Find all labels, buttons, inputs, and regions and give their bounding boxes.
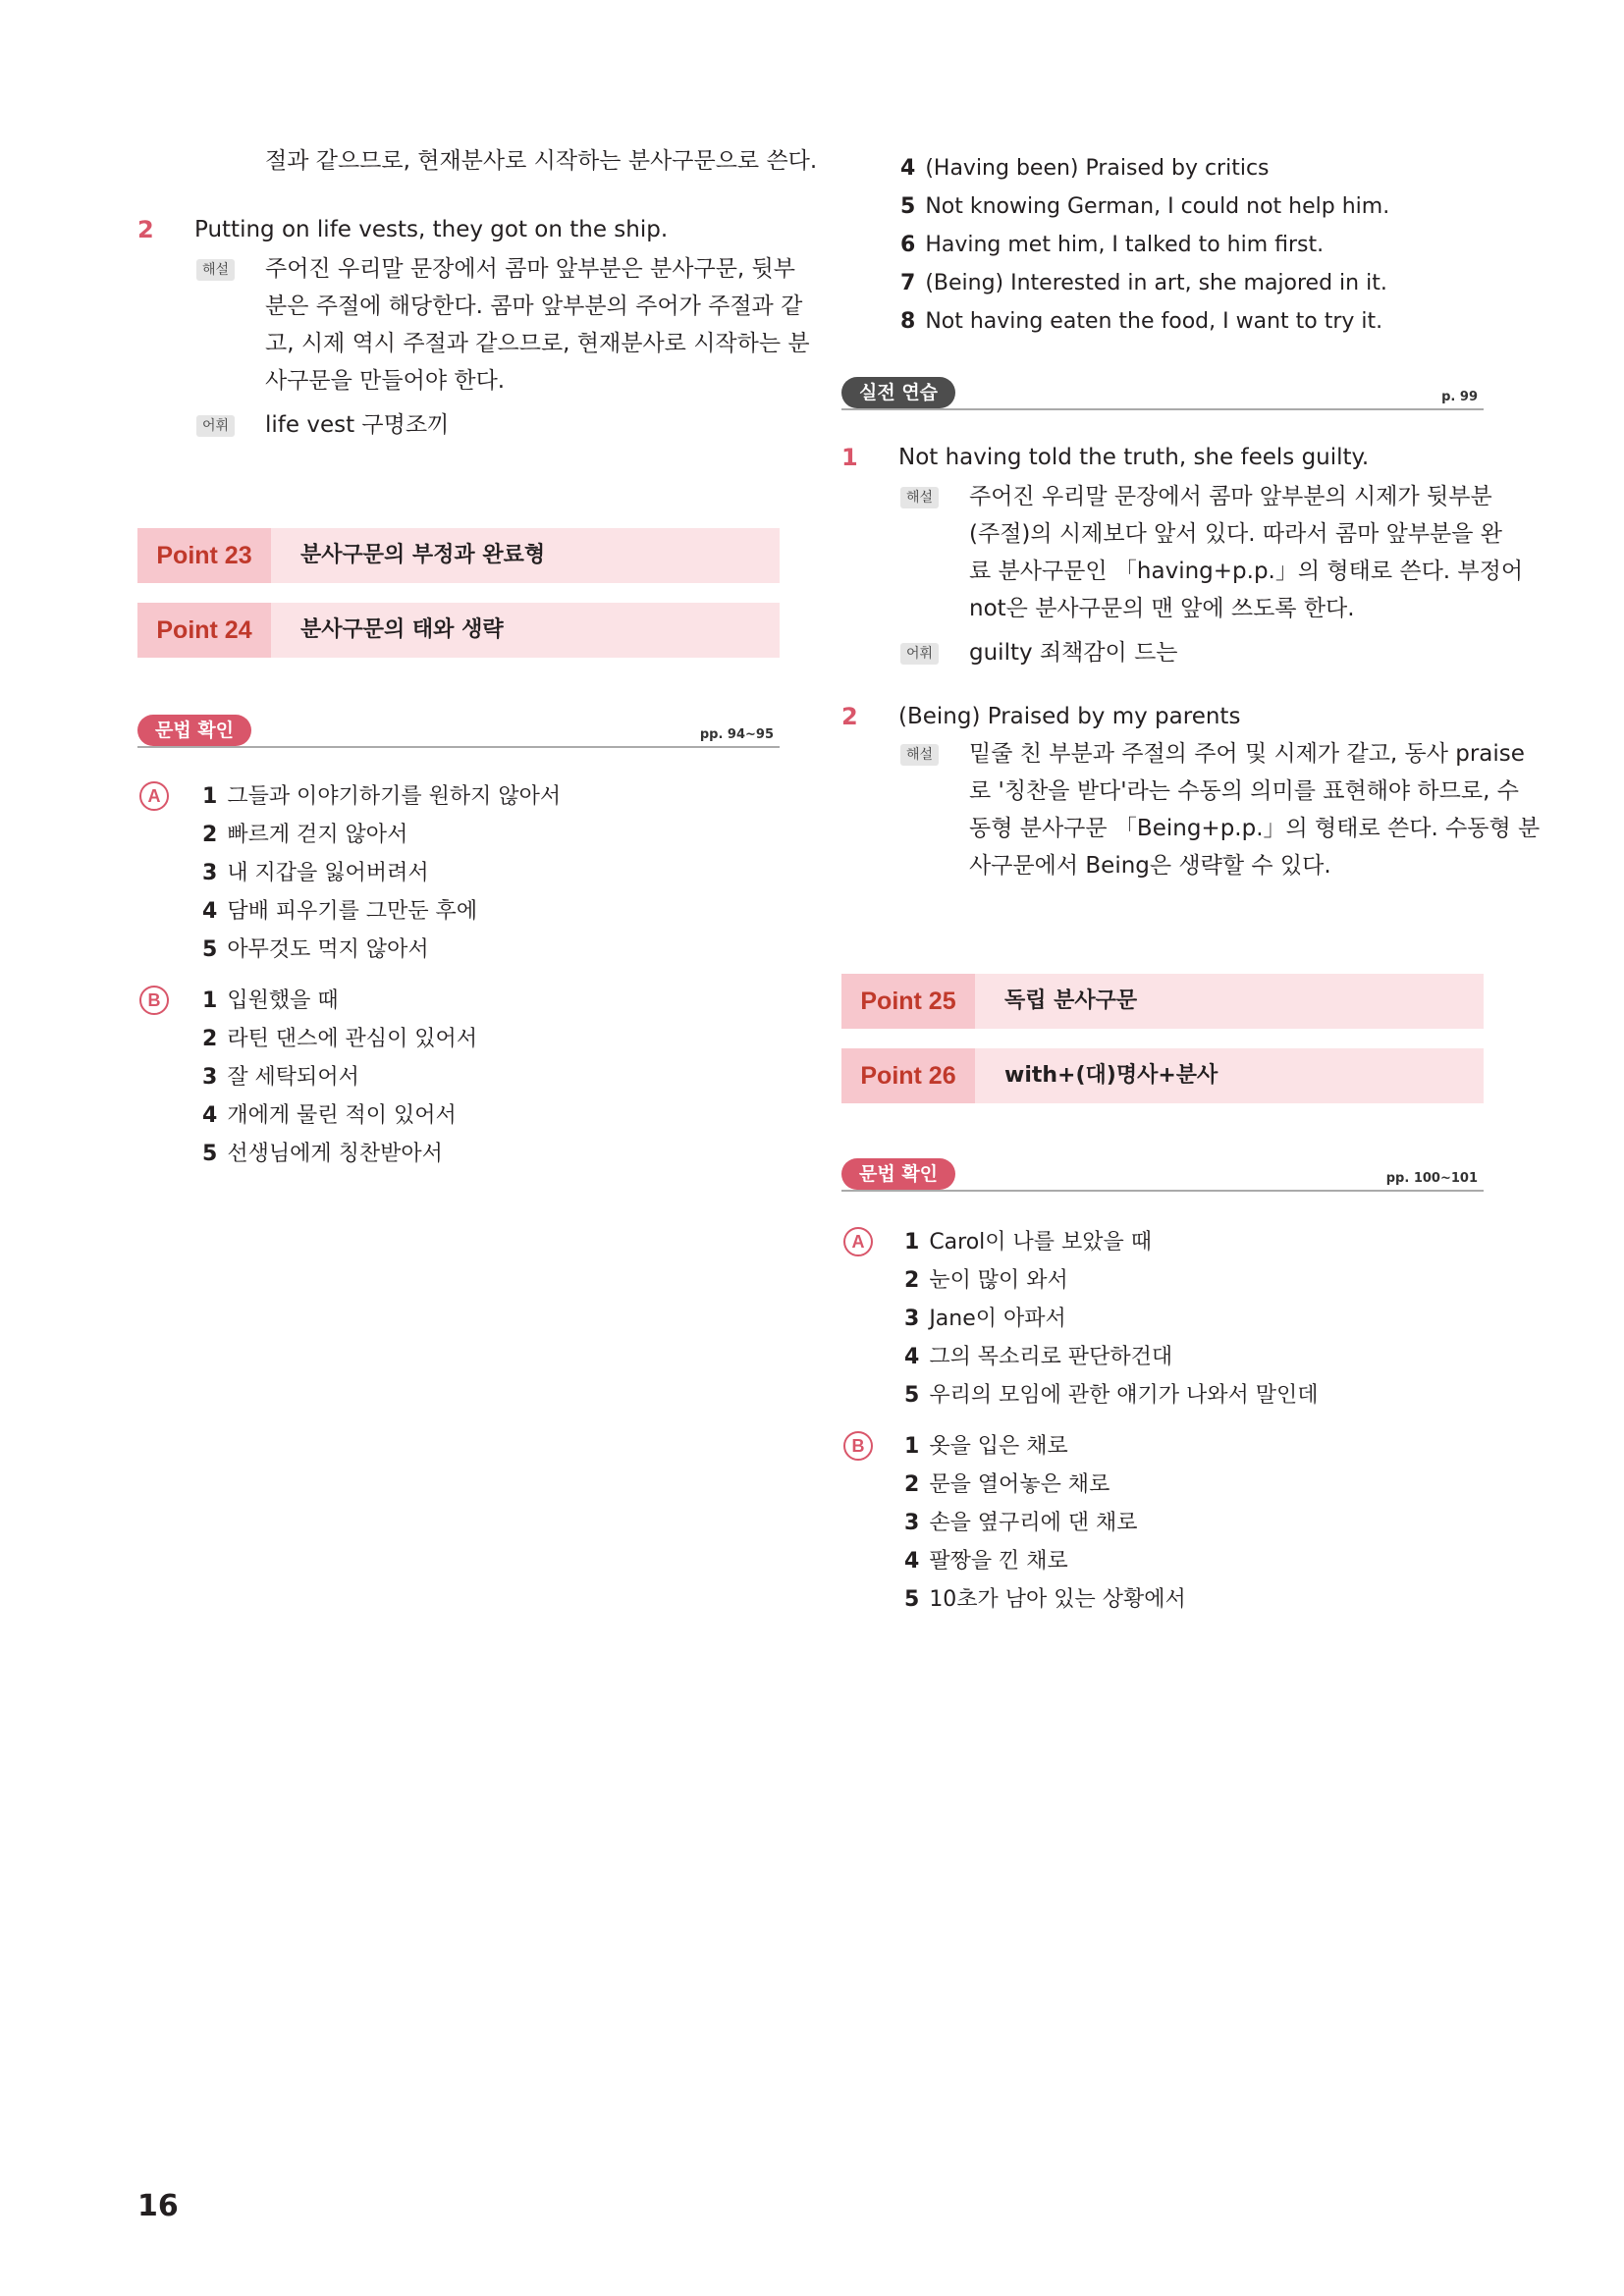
- item-text: Jane이 아파서: [929, 1307, 1066, 1331]
- list-item: [900, 308, 1382, 336]
- explain-line: 밑줄 친 부분과 주절의 주어 및 시제가 같고, 동사 praise: [969, 741, 1525, 767]
- list-item: [904, 1586, 1186, 1614]
- item-text: Not having eaten the food, I want to try it.: [925, 309, 1383, 334]
- item-number: 3: [904, 1511, 920, 1535]
- point-26-bar: [841, 1048, 1484, 1103]
- vocab-line: guilty 죄책감이 드는: [969, 640, 1178, 666]
- item-number: 2: [202, 1027, 218, 1051]
- item-number: 4: [904, 1345, 920, 1369]
- item-text: 그들과 이야기하기를 원하지 않아서: [227, 784, 562, 809]
- list-item: [900, 193, 1389, 221]
- point-24-label: Point 24: [137, 603, 271, 658]
- part-A-marker: A: [843, 1227, 873, 1256]
- explain-line: 로 '칭찬을 받다'라는 수동의 의미를 표현해야 하므로, 수: [969, 778, 1519, 804]
- item-number: 7: [900, 271, 916, 295]
- q1-number: 1: [841, 444, 858, 471]
- section-header: [841, 1158, 1484, 1192]
- explain-line: 분은 주절에 해당한다. 콤마 앞부분의 주어가 주절과 같: [265, 294, 803, 319]
- section-page-ref: pp. 100~101: [1385, 1171, 1478, 1186]
- explain-line: 고, 시제 역시 주절과 같으므로, 현재분사로 시작하는 분: [265, 331, 810, 356]
- list-item: [202, 1064, 359, 1092]
- part-B-marker: B: [843, 1431, 873, 1461]
- q1-answer: Not having told the truth, she feels guilty.: [898, 445, 1370, 470]
- item-text: Carol이 나를 보았을 때: [929, 1230, 1153, 1255]
- part-A-marker: A: [139, 781, 169, 811]
- item-number: 1: [202, 988, 218, 1013]
- list-item: [202, 936, 429, 964]
- explain-line: (주절)의 시제보다 앞서 있다. 따라서 콤마 앞부분을 완: [969, 521, 1503, 547]
- item-text: Having met him, I talked to him first.: [925, 233, 1325, 257]
- item-text: 팔짱을 낀 채로: [929, 1549, 1068, 1574]
- explain-line: 주어진 우리말 문장에서 콤마 앞부분의 시제가 뒷부분: [969, 484, 1492, 509]
- point-25-bar: [841, 974, 1484, 1029]
- explain-tag: 해설: [196, 259, 235, 281]
- explain-tag: 해설: [900, 487, 939, 508]
- item-number: 5: [904, 1587, 920, 1612]
- explain-tag: 해설: [900, 744, 939, 766]
- point-23-bar: [137, 528, 780, 583]
- item-text: 옷을 입은 채로: [929, 1434, 1068, 1459]
- item-text: 담배 피우기를 그만둔 후에: [227, 899, 478, 924]
- item-number: 2: [202, 823, 218, 847]
- item-number: 5: [900, 194, 916, 219]
- point-24-title: 분사구문의 태와 생략: [300, 617, 504, 642]
- section-header: [137, 715, 780, 748]
- vocab-line: life vest 구명조끼: [265, 412, 450, 438]
- list-item: [904, 1471, 1110, 1499]
- point-26-title: with+(대)명사+분사: [1004, 1063, 1218, 1088]
- item-number: 1: [904, 1434, 920, 1459]
- item-text: 손을 옆구리에 댄 채로: [929, 1511, 1138, 1535]
- q2-answer: (Being) Praised by my parents: [898, 704, 1241, 729]
- list-item: [202, 1141, 443, 1168]
- explain-line: 사구문을 만들어야 한다.: [265, 368, 506, 394]
- list-item: [904, 1510, 1138, 1537]
- section-header: [841, 377, 1484, 410]
- part-B-marker: B: [139, 986, 169, 1015]
- item-number: 2: [904, 1472, 920, 1497]
- list-item: [904, 1433, 1068, 1461]
- item-text: 입원했을 때: [227, 988, 339, 1013]
- q2-answer: Putting on life vests, they got on the ship.: [194, 217, 669, 242]
- item-text: 우리의 모임에 관한 얘기가 나와서 말인데: [929, 1383, 1319, 1408]
- explain-line: 사구문에서 Being은 생략할 수 있다.: [969, 853, 1331, 879]
- point-23-title: 분사구문의 부정과 완료형: [300, 543, 546, 567]
- item-text: 개에게 물린 적이 있어서: [227, 1103, 457, 1128]
- list-item: [904, 1548, 1068, 1575]
- item-number: 5: [202, 937, 218, 962]
- point-25-label: Point 25: [841, 974, 975, 1029]
- section-tag: 실전 연습: [841, 377, 955, 408]
- point-23-label: Point 23: [137, 528, 271, 583]
- item-number: 3: [202, 1065, 218, 1090]
- point-25-title: 독립 분사구문: [1004, 988, 1138, 1013]
- item-text: 선생님에게 칭찬받아서: [227, 1142, 443, 1166]
- list-item: [904, 1306, 1066, 1333]
- explain-line: 료 분사구문인 「having+p.p.」의 형태로 쓴다. 부정어: [969, 559, 1524, 584]
- item-text: 10초가 남아 있는 상황에서: [929, 1587, 1186, 1612]
- page-number: 16: [137, 2189, 179, 2223]
- section-tag: 문법 확인: [841, 1158, 955, 1190]
- explain-line: not은 분사구문의 맨 앞에 쓰도록 한다.: [969, 596, 1355, 621]
- section-page-ref: pp. 94~95: [699, 727, 774, 742]
- list-item: [904, 1344, 1172, 1371]
- vocab-tag: 어휘: [196, 415, 235, 437]
- section-tag: 문법 확인: [137, 715, 251, 746]
- item-number: 6: [900, 233, 916, 257]
- item-number: 4: [202, 899, 218, 924]
- list-item: [900, 232, 1324, 259]
- list-item: [202, 1026, 477, 1053]
- section-page-ref: p. 99: [1441, 390, 1478, 404]
- item-text: (Being) Interested in art, she majored in it.: [925, 271, 1387, 295]
- item-text: 빠르게 걷지 않아서: [227, 823, 408, 847]
- item-number: 3: [202, 861, 218, 885]
- item-number: 5: [202, 1142, 218, 1166]
- list-item: [900, 155, 1270, 183]
- q2-number: 2: [841, 703, 858, 730]
- list-item: [904, 1267, 1068, 1295]
- item-text: 아무것도 먹지 않아서: [227, 937, 429, 962]
- list-item: [202, 988, 339, 1015]
- list-item: [202, 898, 477, 926]
- item-number: 4: [202, 1103, 218, 1128]
- vocab-tag: 어휘: [900, 643, 939, 665]
- list-item: [202, 1102, 457, 1130]
- item-number: 1: [202, 784, 218, 809]
- item-text: (Having been) Praised by critics: [925, 156, 1270, 181]
- list-item: [904, 1382, 1319, 1410]
- list-item: [202, 822, 407, 849]
- item-number: 1: [904, 1230, 920, 1255]
- item-text: 내 지갑을 잃어버려서: [227, 861, 429, 885]
- list-item: [202, 860, 429, 887]
- item-number: 2: [904, 1268, 920, 1293]
- item-text: 눈이 많이 와서: [929, 1268, 1068, 1293]
- item-number: 4: [900, 156, 916, 181]
- item-text: 라틴 댄스에 관심이 있어서: [227, 1027, 478, 1051]
- item-text: 문을 열어놓은 채로: [929, 1472, 1110, 1497]
- q2-number: 2: [137, 216, 154, 243]
- item-text: 잘 세탁되어서: [227, 1065, 359, 1090]
- list-item: [900, 270, 1387, 297]
- explain-line: 동형 분사구문 「Being+p.p.」의 형태로 쓴다. 수동형 분: [969, 816, 1541, 841]
- item-number: 5: [904, 1383, 920, 1408]
- list-item: [904, 1229, 1152, 1256]
- item-number: 8: [900, 309, 916, 334]
- item-text: 그의 목소리로 판단하건대: [929, 1345, 1173, 1369]
- point-24-bar: [137, 603, 780, 658]
- list-item: [202, 783, 561, 811]
- intro-line: 절과 같으므로, 현재분사로 시작하는 분사구문으로 쓴다.: [265, 148, 818, 174]
- item-number: 3: [904, 1307, 920, 1331]
- item-text: Not knowing German, I could not help him.: [925, 194, 1390, 219]
- item-number: 4: [904, 1549, 920, 1574]
- point-26-label: Point 26: [841, 1048, 975, 1103]
- explain-line: 주어진 우리말 문장에서 콤마 앞부분은 분사구문, 뒷부: [265, 256, 795, 282]
